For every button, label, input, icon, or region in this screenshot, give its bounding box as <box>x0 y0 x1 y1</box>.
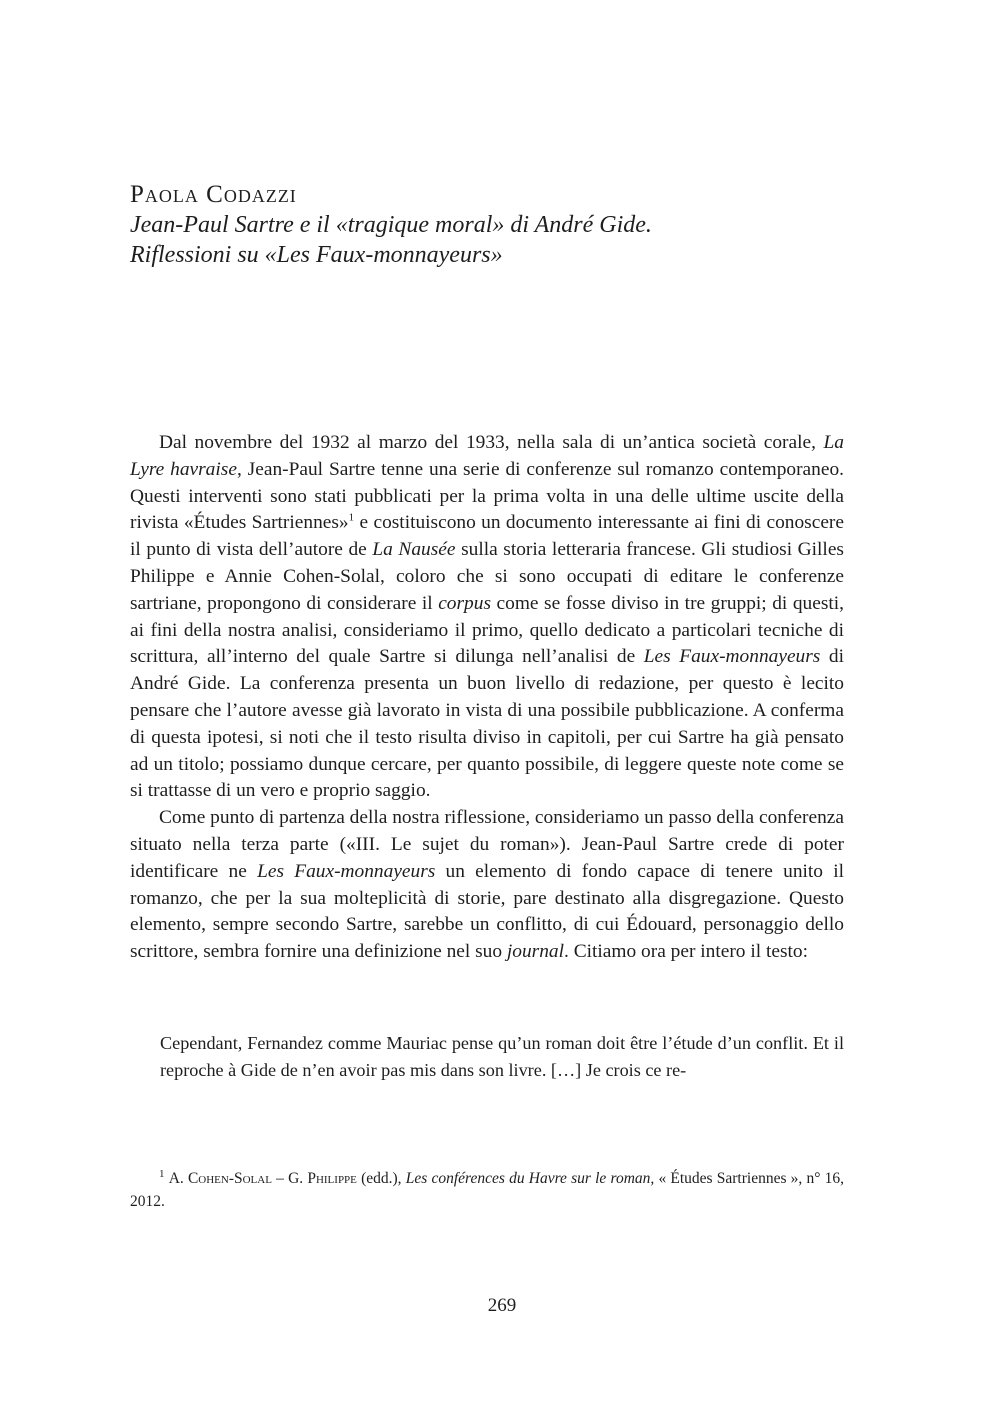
paragraph-2-text: . Citiamo ora per intero il testo: <box>564 941 808 963</box>
author-name: Paola Codazzi <box>130 181 297 208</box>
chapter-title-line-1: Jean-Paul Sartre e il «tragique moral» di André Gide. <box>130 212 652 238</box>
paragraph-2-text: Come punto di partenza della nostra riflessione, consideriamo un passo della conferenza situato nella terza parte («III. Le sujet du roman»). Jean-Paul Sartre crede di poter identificare ne <box>130 807 844 882</box>
paragraph-1-text: sulla storia letteraria francese. Gli studiosi Gilles Philippe e Annie Cohen-Solal, coloro che si sono occupati di editare le conferenze sartriane, propongono di considerare il <box>130 539 844 614</box>
block-quote <box>160 1030 844 1083</box>
paragraph-1-text: e costituiscono un documento interessante ai fini di conoscere il punto di vista dell’autore de <box>130 512 844 561</box>
paragraph-1 <box>130 430 844 805</box>
footnote-author: G. Philippe <box>288 1170 357 1187</box>
paragraph-1-text: , Jean-Paul Sartre tenne una serie di conferenze sul romanzo contemporaneo. Questi interventi sono stati pubblicati per la prima volta in una delle ultime uscite della rivista «Études Sartriennes» <box>130 458 845 534</box>
page-number: 269 <box>487 1295 517 1316</box>
italic-term: journal <box>506 941 565 963</box>
footnote-italic-title: Les conférences du Havre sur le roman, <box>405 1170 655 1187</box>
footnote-number: 1 <box>159 1167 165 1180</box>
italic-title: Les Faux-monnayeurs <box>257 860 436 882</box>
footnote-text: (edd.), <box>356 1170 406 1187</box>
footnote-text: « Études Sartriennes », n° 16, 2012. <box>130 1170 844 1210</box>
footnote-1 <box>130 1167 844 1213</box>
chapter-title-line-2: Riflessioni su «Les Faux-monnayeurs» <box>130 242 503 268</box>
italic-term: corpus <box>438 592 491 614</box>
paragraph-2-text: un elemento di fondo capace di tenere unito il romanzo, che per la sua molteplicità di storie, pare destinato alla disgregazione. Questo elemento, sempre secondo Sartre, sarebbe un conflitto, di cui Édouard, personaggio dello scrittore, sembra fornire una definizione nel suo <box>130 860 845 963</box>
italic-title: La Lyre havraise <box>130 432 844 480</box>
block-quote-text: Cependant, Fernandez comme Mauriac pense qu’un roman doit être l’étude d’un conflit. Et il reproche à Gide de n’en avoir pas mis dans son livre. […] Je crois ce re- <box>160 1033 844 1080</box>
chapter-header <box>130 180 870 270</box>
paragraph-2 <box>130 805 844 966</box>
footnote-separator: – <box>271 1170 289 1187</box>
italic-title: La Nausée <box>372 539 456 561</box>
paragraph-1-text: Dal novembre del 1932 al marzo del 1933, nella sala di un’antica società corale, <box>159 432 824 453</box>
footnote-reference: 1 <box>348 511 355 524</box>
footnote <box>130 1167 844 1213</box>
body-text <box>130 430 844 966</box>
paragraph-1-text: di André Gide. La conferenza presenta un buon livello di redazione, per questo è lecito pensare che l’autore avesse già lavorato in vista di una possibile pubblicazione. A conferma di questa ipotesi, si noti che il testo risulta diviso in capitoli, per cui Sartre ha già pensato ad un titolo; possiamo dunque cercare, per quanto possibile, di leggere queste note come se si trattasse di un vero e proprio saggio. <box>130 646 844 802</box>
italic-title: Les Faux-monnayeurs <box>643 646 821 668</box>
paragraph-1-text: come se fosse diviso in tre gruppi; di questi, ai fini della nostra analisi, consideriamo il primo, quello dedicato a particolari tecniche di scrittura, all’interno del quale Sartre si dilunga nell’analisi de <box>130 592 844 668</box>
footnote-author: A. Cohen-Solal <box>168 1170 272 1187</box>
